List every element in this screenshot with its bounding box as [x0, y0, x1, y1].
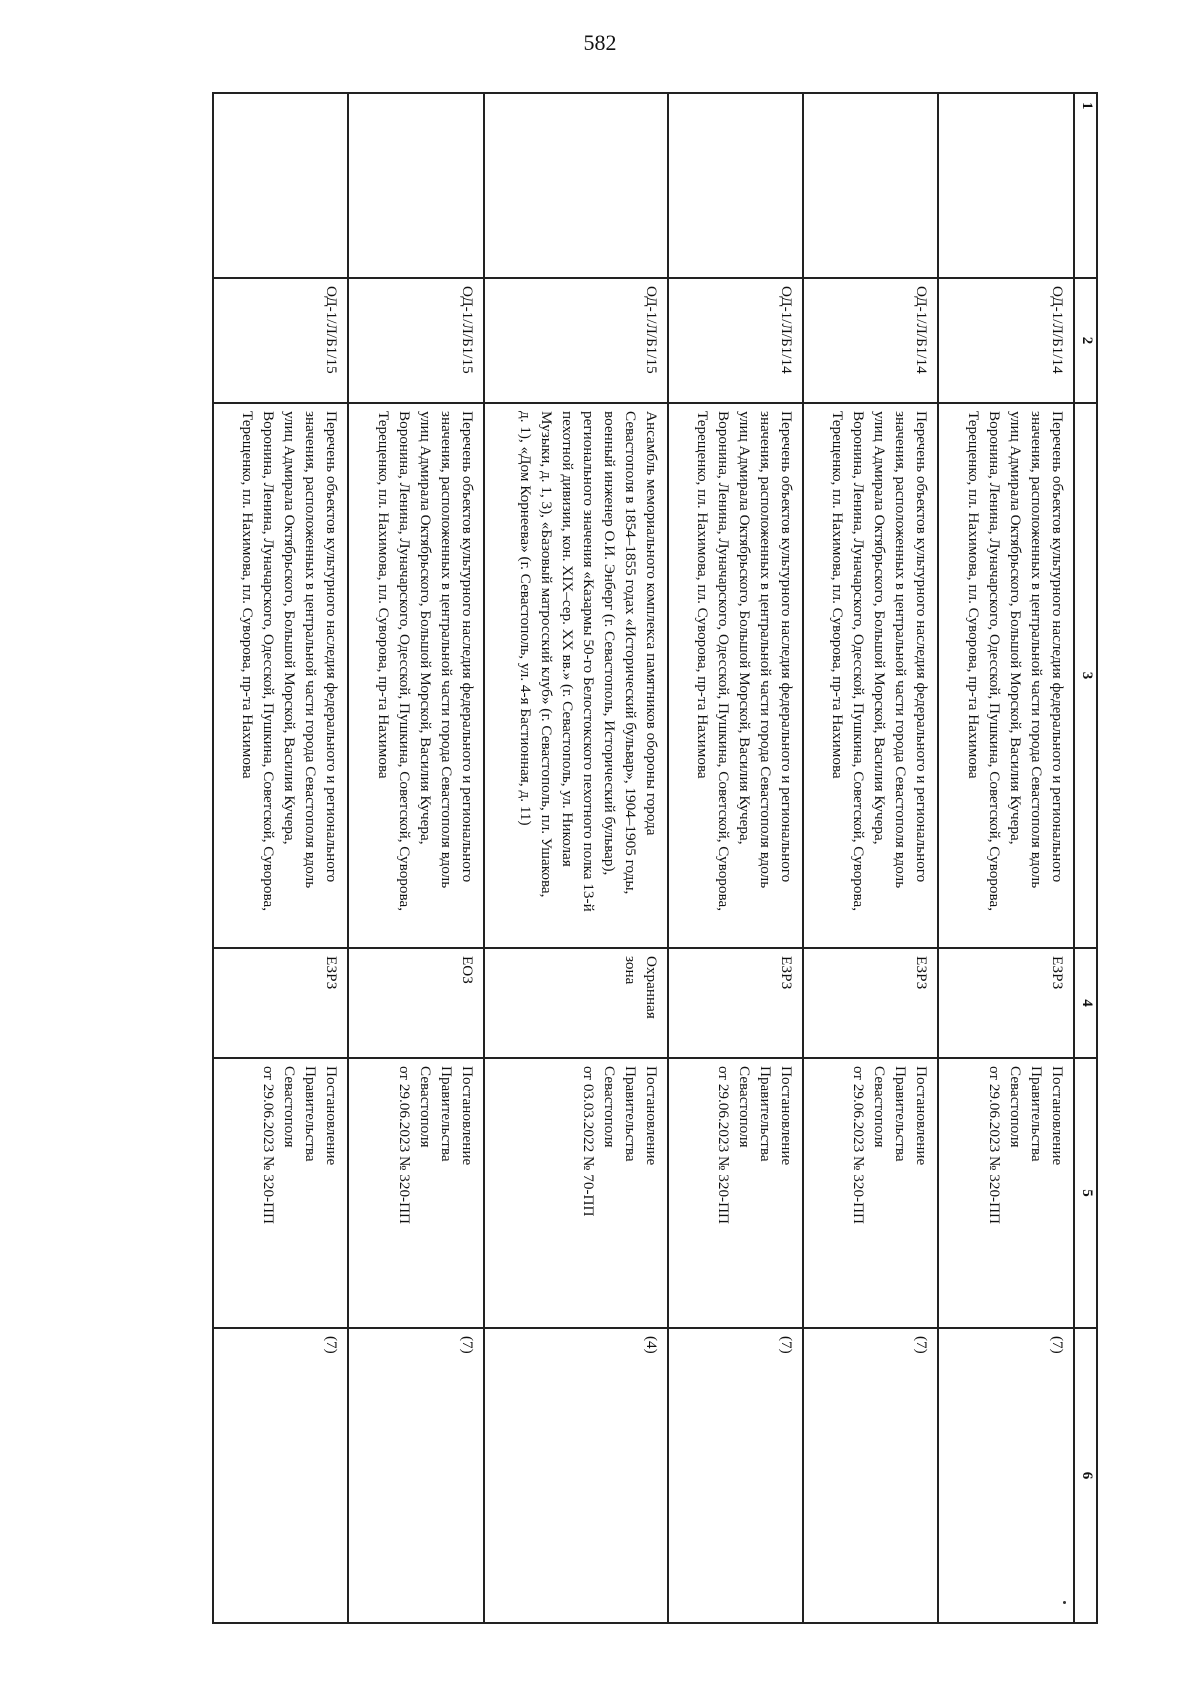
- legal-act-line: Правительства: [621, 1066, 639, 1162]
- zone-type-cell: [213, 948, 348, 1058]
- row-number-cell: [938, 93, 1073, 278]
- zone-type-cell: [348, 948, 483, 1058]
- scan-speck: [1063, 1601, 1066, 1604]
- column-header-3: 3: [1074, 403, 1097, 948]
- column-header-6: 6: [1074, 1328, 1097, 1623]
- description-line: Терещенко, пл. Нахимова, пл. Суворова, пр-та Нахимова: [964, 411, 982, 779]
- description-cell: [668, 403, 803, 948]
- description-line: Воронина, Ленина, Луначарского, Одесской, Пушкина, Советской, Суворова,: [395, 411, 413, 911]
- table-row: [803, 93, 938, 1623]
- legal-act-line: Постановление: [323, 1066, 341, 1166]
- row-number-cell: [668, 93, 803, 278]
- legal-act-cell: [938, 1058, 1073, 1328]
- note-cell: (7): [938, 1328, 1073, 1623]
- legal-act-line: Правительства: [437, 1066, 455, 1162]
- zone-code-cell: ОД-1/Л/Б1/14: [803, 278, 938, 403]
- zone-type-line: ЕЗРЗ: [913, 956, 931, 990]
- note-cell: (7): [213, 1328, 348, 1623]
- description-line: Перечень объектов культурного наследия федерального и регионального: [458, 411, 476, 883]
- table-row: [668, 93, 803, 1623]
- legal-act-line: Постановление: [778, 1066, 796, 1166]
- description-line: Севастополя в 1854–1855 годах «Исторический бульвар», 1904–1905 годы,: [621, 411, 639, 895]
- header-row: [1074, 93, 1097, 1623]
- column-header-4: 4: [1074, 948, 1097, 1058]
- legal-act-cell: [484, 1058, 668, 1328]
- description-line: Терещенко, пл. Нахимова, пл. Суворова, пр-та Нахимова: [374, 411, 392, 779]
- zone-type-line: ЕЗРЗ: [323, 956, 341, 990]
- note-cell: (7): [348, 1328, 483, 1623]
- description-line: значения, расположенных в центральной части города Севастополя вдоль: [757, 411, 775, 889]
- legal-act-line: Севастополя: [600, 1066, 618, 1148]
- description-line: Перечень объектов культурного наследия федерального и регионального: [1048, 411, 1066, 883]
- legal-act-line: Севастополя: [736, 1066, 754, 1148]
- zone-type-line: ЕОЗ: [458, 956, 476, 984]
- description-line: Воронина, Ленина, Луначарского, Одесской, Пушкина, Советской, Суворова,: [985, 411, 1003, 911]
- description-line: Воронина, Ленина, Луначарского, Одесской, Пушкина, Советской, Суворова,: [850, 411, 868, 911]
- note-cell: (4): [484, 1328, 668, 1623]
- legal-act-line: Постановление: [1048, 1066, 1066, 1166]
- description-line: Терещенко, пл. Нахимова, пл. Суворова, пр-та Нахимова: [239, 411, 257, 779]
- zone-code-cell: ОД-1/Л/Б1/14: [668, 278, 803, 403]
- rotated-table-container: [212, 92, 1098, 1622]
- legal-act-cell: [668, 1058, 803, 1328]
- description-line: улиц Адмирала Октябрьского, Большой Морской, Василия Кучера,: [871, 411, 889, 845]
- table-body: [213, 93, 1097, 1623]
- description-line: Перечень объектов культурного наследия федерального и регионального: [323, 411, 341, 883]
- description-line: регионального значения «Казармы 50-го Белостокского пехотного полка 13-й: [579, 411, 597, 912]
- table-row: [938, 93, 1073, 1623]
- description-line: Перечень объектов культурного наследия федерального и регионального: [778, 411, 796, 883]
- description-line: значения, расположенных в центральной части города Севастополя вдоль: [892, 411, 910, 889]
- legal-act-line: Правительства: [892, 1066, 910, 1162]
- legal-act-line: Правительства: [757, 1066, 775, 1162]
- description-cell: [484, 403, 668, 948]
- description-line: пехотной дивизии, кон. XIX–сер. XX вв.» (г. Севастополь, ул. Николая: [558, 411, 576, 867]
- zone-code-cell: ОД-1/Л/Б1/14: [938, 278, 1073, 403]
- zone-type-cell: [803, 948, 938, 1058]
- description-line: значения, расположенных в центральной части города Севастополя вдоль: [1027, 411, 1045, 889]
- zone-type-line: ЕЗРЗ: [778, 956, 796, 990]
- description-line: Перечень объектов культурного наследия федерального и регионального: [913, 411, 931, 883]
- description-line: Воронина, Ленина, Луначарского, Одесской, Пушкина, Советской, Суворова,: [715, 411, 733, 911]
- description-line: улиц Адмирала Октябрьского, Большой Морской, Василия Кучера,: [416, 411, 434, 845]
- description-line: Терещенко, пл. Нахимова, пл. Суворова, пр-та Нахимова: [829, 411, 847, 779]
- description-line: значения, расположенных в центральной части города Севастополя вдоль: [437, 411, 455, 889]
- legal-act-line: Севастополя: [281, 1066, 299, 1148]
- document-table: [212, 92, 1098, 1624]
- description-line: Ансамбль мемориального комплекса памятников обороны города: [642, 411, 660, 836]
- table-row: [484, 93, 668, 1623]
- legal-act-line: Правительства: [1027, 1066, 1045, 1162]
- zone-code-cell: ОД-1/Л/Б1/15: [348, 278, 483, 403]
- legal-act-cell: [213, 1058, 348, 1328]
- zone-type-cell: [668, 948, 803, 1058]
- column-header-1: 1: [1074, 93, 1097, 278]
- zone-type-line: Охранная: [642, 956, 660, 1019]
- description-line: военный инженер О.И. Энберг (г. Севастополь, Исторический бульвар),: [600, 411, 618, 876]
- zone-type-cell: [938, 948, 1073, 1058]
- description-line: Воронина, Ленина, Луначарского, Одесской, Пушкина, Советской, Суворова,: [260, 411, 278, 911]
- zone-type-line: зона: [621, 956, 639, 985]
- description-line: значения, расположенных в центральной части города Севастополя вдоль: [302, 411, 320, 889]
- page-number: 582: [583, 30, 617, 55]
- column-header-5: 5: [1074, 1058, 1097, 1328]
- legal-act-line: от 29.06.2023 № 320-ПП: [985, 1066, 1003, 1225]
- description-line: улиц Адмирала Октябрьского, Большой Морской, Василия Кучера,: [281, 411, 299, 845]
- legal-act-line: от 29.06.2023 № 320-ПП: [395, 1066, 413, 1225]
- description-line: Музыки, д. 1, 3), «Базовый матросский клуб» (г. Севастополь, пл. Ушакова,: [537, 411, 555, 898]
- description-line: Терещенко, пл. Нахимова, пл. Суворова, пр-та Нахимова: [694, 411, 712, 779]
- legal-act-line: Постановление: [458, 1066, 476, 1166]
- description-cell: [803, 403, 938, 948]
- note-cell: (7): [803, 1328, 938, 1623]
- row-number-cell: [803, 93, 938, 278]
- description-cell: [938, 403, 1073, 948]
- table-row: [213, 93, 348, 1623]
- legal-act-line: от 03.03.2022 № 70-ПП: [579, 1066, 597, 1217]
- zone-type-cell: [484, 948, 668, 1058]
- legal-act-line: Севастополя: [871, 1066, 889, 1148]
- legal-act-line: Севастополя: [1006, 1066, 1024, 1148]
- legal-act-line: от 29.06.2023 № 320-ПП: [715, 1066, 733, 1225]
- legal-act-line: Постановление: [642, 1066, 660, 1166]
- legal-act-cell: [348, 1058, 483, 1328]
- description-line: улиц Адмирала Октябрьского, Большой Морской, Василия Кучера,: [736, 411, 754, 845]
- legal-act-line: Постановление: [913, 1066, 931, 1166]
- legal-act-line: от 29.06.2023 № 320-ПП: [850, 1066, 868, 1225]
- column-header-2: 2: [1074, 278, 1097, 403]
- description-cell: [213, 403, 348, 948]
- table-row: [348, 93, 483, 1623]
- description-cell: [348, 403, 483, 948]
- row-number-cell: [213, 93, 348, 278]
- zone-code-cell: ОД-1/Л/Б1/15: [484, 278, 668, 403]
- legal-act-cell: [803, 1058, 938, 1328]
- legal-act-line: Правительства: [302, 1066, 320, 1162]
- description-line: улиц Адмирала Октябрьского, Большой Морской, Василия Кучера,: [1006, 411, 1024, 845]
- zone-code-cell: ОД-1/Л/Б1/15: [213, 278, 348, 403]
- row-number-cell: [484, 93, 668, 278]
- note-cell: (7): [668, 1328, 803, 1623]
- zone-type-line: ЕЗРЗ: [1048, 956, 1066, 990]
- legal-act-line: Севастополя: [416, 1066, 434, 1148]
- row-number-cell: [348, 93, 483, 278]
- description-line: д. 1), «Дом Корнеева» (г. Севастополь, ул. 4-я Бастионная, д. 11): [516, 411, 534, 826]
- legal-act-line: от 29.06.2023 № 320-ПП: [260, 1066, 278, 1225]
